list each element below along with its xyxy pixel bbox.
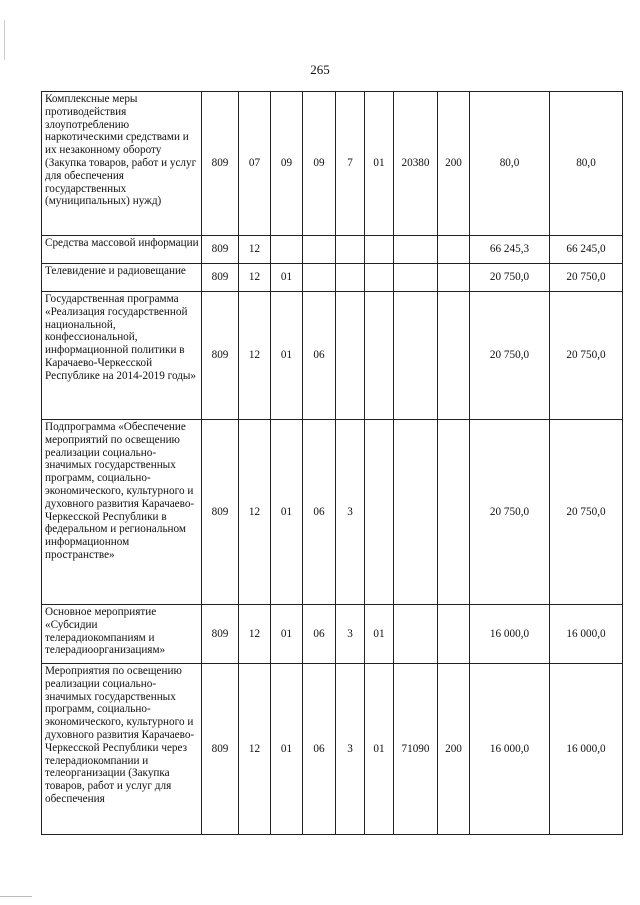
expense-type-code bbox=[438, 264, 470, 292]
direction-code bbox=[394, 236, 438, 264]
program-code: 06 bbox=[303, 420, 336, 605]
section-code: 12 bbox=[239, 292, 271, 420]
amount-1: 16 000,0 bbox=[470, 605, 550, 664]
ministry-code: 809 bbox=[202, 420, 239, 605]
subprogram-code bbox=[336, 236, 365, 264]
subsection-code: 01 bbox=[271, 664, 303, 835]
table-row bbox=[42, 420, 623, 605]
amount-1: 80,0 bbox=[470, 92, 550, 236]
amount-1: 66 245,3 bbox=[470, 236, 550, 264]
subprogram-code: 7 bbox=[336, 92, 365, 236]
amount-1: 20 750,0 bbox=[470, 420, 550, 605]
section-code: 12 bbox=[239, 664, 271, 835]
event-code bbox=[365, 420, 394, 605]
section-code: 12 bbox=[239, 420, 271, 605]
program-code: 06 bbox=[303, 605, 336, 664]
amount-2: 16 000,0 bbox=[550, 605, 623, 664]
amount-2: 80,0 bbox=[550, 92, 623, 236]
program-code bbox=[303, 236, 336, 264]
ministry-code: 809 bbox=[202, 664, 239, 835]
expense-type-code: 200 bbox=[438, 92, 470, 236]
expense-type-code bbox=[438, 236, 470, 264]
direction-code: 71090 bbox=[394, 664, 438, 835]
row-name: Государственная программа «Реализация государственной национальной, конфессиональной, информационной политики в Карачаево-Черкесской Республике на 2014-2019 годы» bbox=[42, 292, 202, 420]
expense-type-code bbox=[438, 292, 470, 420]
subsection-code: 01 bbox=[271, 292, 303, 420]
table-row bbox=[42, 664, 623, 835]
amount-2: 20 750,0 bbox=[550, 264, 623, 292]
scan-edge-mark bbox=[4, 20, 5, 60]
row-name: Комплексные меры противодействия злоупотреблению наркотическими средствами и их незаконному обороту (Закупка товаров, работ и услуг для обеспечения государственных (муниципальных) нужд) bbox=[42, 92, 202, 236]
table-row bbox=[42, 92, 623, 236]
expense-type-code bbox=[438, 605, 470, 664]
direction-code bbox=[394, 292, 438, 420]
section-code: 12 bbox=[239, 264, 271, 292]
ministry-code: 809 bbox=[202, 292, 239, 420]
table-row bbox=[42, 292, 623, 420]
subprogram-code: 3 bbox=[336, 664, 365, 835]
scan-edge-mark bbox=[0, 896, 32, 897]
subsection-code: 09 bbox=[271, 92, 303, 236]
table-row bbox=[42, 605, 623, 664]
amount-1: 20 750,0 bbox=[470, 292, 550, 420]
program-code: 09 bbox=[303, 92, 336, 236]
row-name: Средства массовой информации bbox=[42, 236, 202, 264]
amount-2: 66 245,0 bbox=[550, 236, 623, 264]
ministry-code: 809 bbox=[202, 236, 239, 264]
event-code bbox=[365, 292, 394, 420]
direction-code: 20380 bbox=[394, 92, 438, 236]
amount-2: 20 750,0 bbox=[550, 292, 623, 420]
subprogram-code: 3 bbox=[336, 605, 365, 664]
ministry-code: 809 bbox=[202, 92, 239, 236]
ministry-code: 809 bbox=[202, 605, 239, 664]
table-row bbox=[42, 236, 623, 264]
budget-table bbox=[41, 91, 623, 835]
section-code: 12 bbox=[239, 605, 271, 664]
subprogram-code: 3 bbox=[336, 420, 365, 605]
direction-code bbox=[394, 264, 438, 292]
event-code bbox=[365, 264, 394, 292]
event-code: 01 bbox=[365, 605, 394, 664]
subsection-code: 01 bbox=[271, 420, 303, 605]
page-number: 265 bbox=[310, 62, 330, 77]
amount-1: 16 000,0 bbox=[470, 664, 550, 835]
event-code bbox=[365, 236, 394, 264]
subprogram-code bbox=[336, 264, 365, 292]
program-code: 06 bbox=[303, 664, 336, 835]
direction-code bbox=[394, 420, 438, 605]
subprogram-code bbox=[336, 292, 365, 420]
amount-1: 20 750,0 bbox=[470, 264, 550, 292]
direction-code bbox=[394, 605, 438, 664]
row-name: Основное мероприятие «Субсидии телерадиокомпаниям и телерадиоорганизациям» bbox=[42, 605, 202, 664]
row-name: Подпрограмма «Обеспечение мероприятий по освещению реализации социально-значимых государственных программ, социально-экономического, культурного и духовного развития Карачаево-Черкесской Республики в федеральном и региональном информационном пространстве» bbox=[42, 420, 202, 605]
row-name: Мероприятия по освещению реализации социально-значимых государственных программ, социально-экономического, культурного и духовного развития Карачаево-Черкесской Республики через телерадиокомпании и телеорганизации (Закупка товаров, работ и услуг для обеспечения bbox=[42, 664, 202, 835]
program-code bbox=[303, 264, 336, 292]
subsection-code: 01 bbox=[271, 605, 303, 664]
section-code: 12 bbox=[239, 236, 271, 264]
subsection-code: 01 bbox=[271, 264, 303, 292]
amount-2: 20 750,0 bbox=[550, 420, 623, 605]
program-code: 06 bbox=[303, 292, 336, 420]
table-row bbox=[42, 264, 623, 292]
expense-type-code bbox=[438, 420, 470, 605]
event-code: 01 bbox=[365, 92, 394, 236]
ministry-code: 809 bbox=[202, 264, 239, 292]
section-code: 07 bbox=[239, 92, 271, 236]
amount-2: 16 000,0 bbox=[550, 664, 623, 835]
subsection-code bbox=[271, 236, 303, 264]
row-name: Телевидение и радиовещание bbox=[42, 264, 202, 292]
expense-type-code: 200 bbox=[438, 664, 470, 835]
event-code: 01 bbox=[365, 664, 394, 835]
